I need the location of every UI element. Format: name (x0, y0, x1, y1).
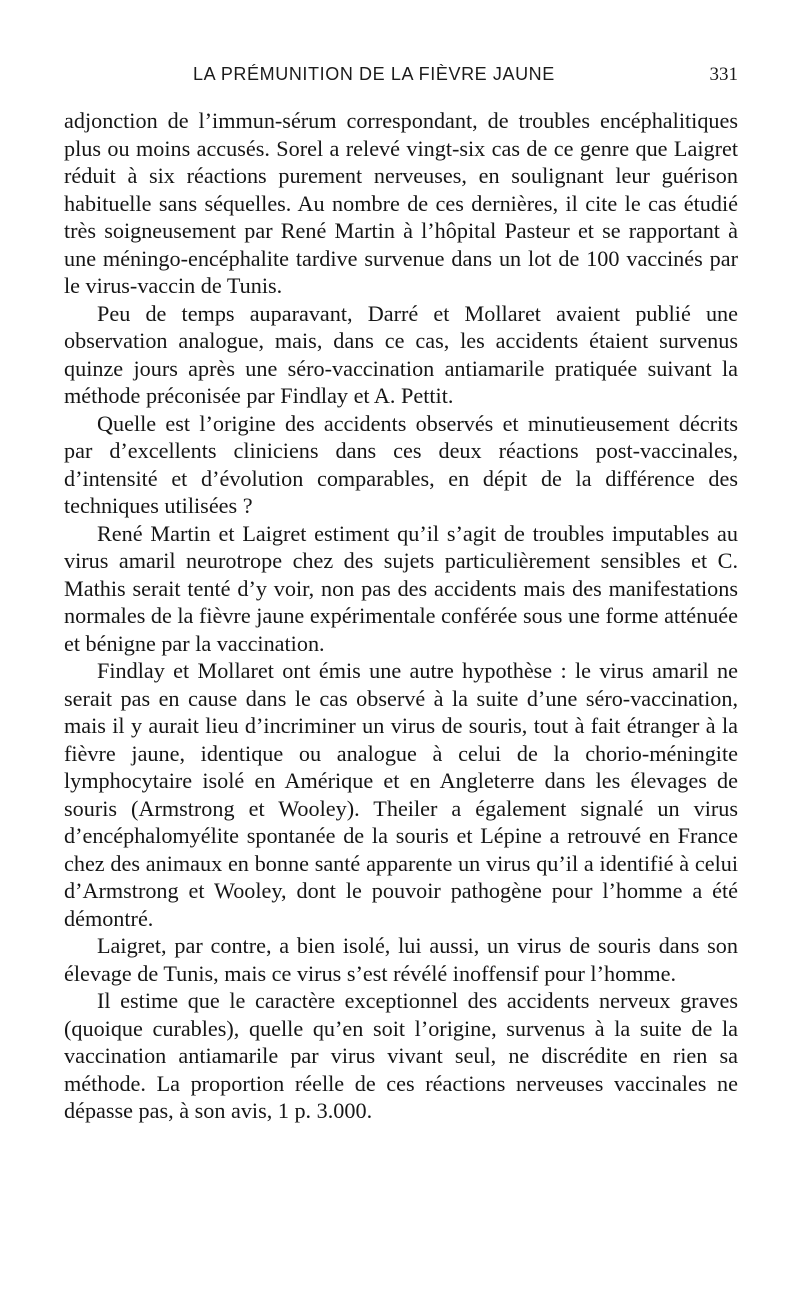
paragraph-3: Quelle est l’origine des accidents observés et minutieusement décrits par d’excellents cliniciens dans ces deux réactions post-vaccinales, d’intensité et d’évolution comparables, en dépit de la différence des techniques utilisées ? (64, 410, 738, 518)
paragraph-2: Peu de temps auparavant, Darré et Mollaret avaient publié une observation analogue, mais, dans ce cas, les accidents étaient survenus quinze jours après une séro-vaccination antiamarile pratiquée suivant la méthode préconisée par Findlay et A. Pettit. (64, 300, 738, 408)
body-text (64, 107, 738, 1125)
running-title: LA PRÉMUNITION DE LA FIÈVRE JAUNE (193, 64, 555, 84)
paragraph-1: adjonction de l’immun-sérum correspondant, de troubles encéphalitiques plus ou moins accusés. Sorel a relevé vingt-six cas de ce genre que Laigret réduit à six réactions purement nerveuses, en soulignant leur guérison habituelle sans séquelles. Au nombre de ces dernières, il cite le cas étudié très soigneusement par René Martin à l’hôpital Pasteur et se rapportant à une méningo-encéphalite tardive survenue dans un lot de 100 vaccinés par le virus-vaccin de Tunis. (64, 108, 738, 298)
page-number: 331 (709, 64, 738, 85)
paragraph-4: René Martin et Laigret estiment qu’il s’agit de troubles imputables au virus amaril neurotrope chez des sujets particulièrement sensibles et C. Mathis serait tenté d’y voir, non pas des accidents mais des manifestations normales de la fièvre jaune expérimentale conférée sous une forme atténuée et bénigne par la vaccination. (64, 520, 738, 656)
paragraph-5: Findlay et Mollaret ont émis une autre hypothèse : le virus amaril ne serait pas en cause dans le cas observé à la suite d’une séro-vaccination, mais il y aurait lieu d’incriminer un virus de souris, tout à fait étranger à la fièvre jaune, identique ou analogue à celui de la chorio-méningite lymphocytaire isolé en Amérique et en Angleterre dans les élevages de souris (Armstrong et Wooley). Theiler a également signalé un virus d’encéphalomyélite spontanée de la souris et Lépine a retrouvé en France chez des animaux en bonne santé apparente un virus qu’il a identifié à celui d’Armstrong et Wooley, dont le pouvoir pathogène pour l’homme a été démontré. (64, 658, 738, 931)
running-head (0, 64, 800, 90)
paragraph-6: Laigret, par contre, a bien isolé, lui aussi, un virus de souris dans son élevage de Tunis, mais ce virus s’est révélé inoffensif pour l’homme. (64, 933, 738, 986)
paragraph-7: Il estime que le caractère exceptionnel des accidents nerveux graves (quoique curables), quelle qu’en soit l’origine, survenus à la suite de la vaccination antiamarile par virus vivant seul, ne discrédite en rien sa méthode. La proportion réelle de ces réactions nerveuses vaccinales ne dépasse pas, à son avis, 1 p. 3.000. (64, 988, 738, 1123)
